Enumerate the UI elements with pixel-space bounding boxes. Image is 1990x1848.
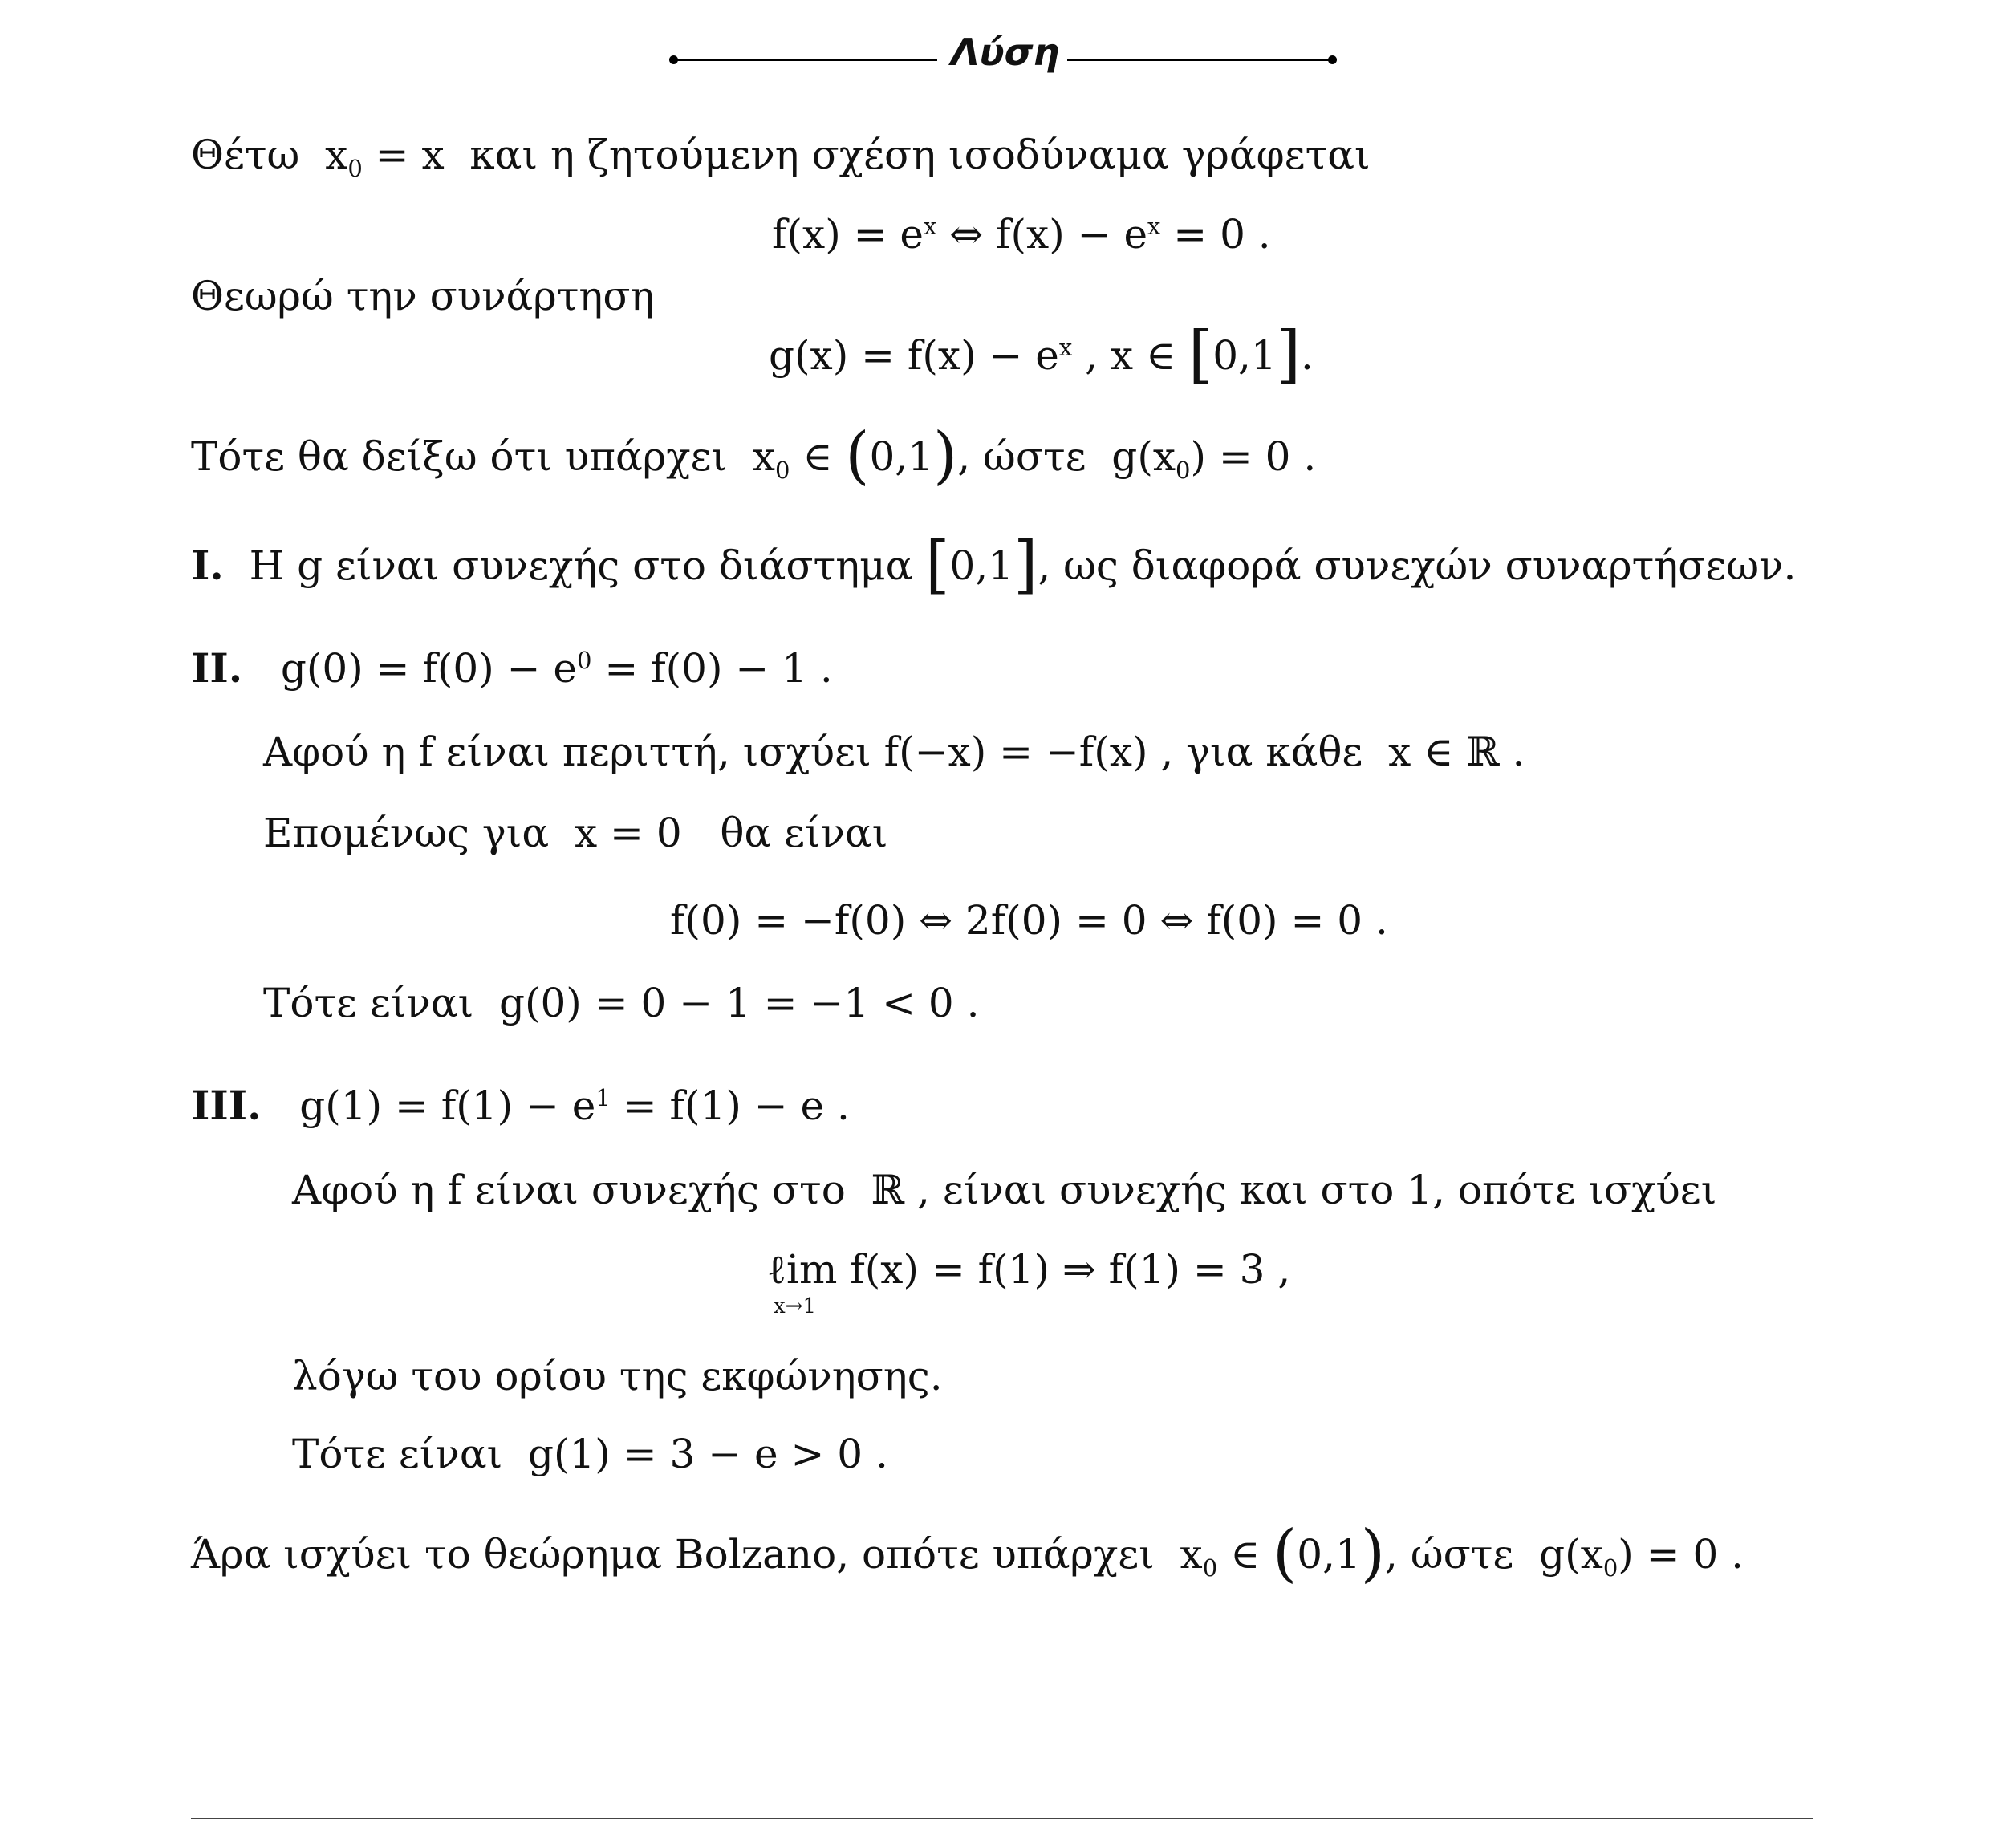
label-III: III. [191,1082,262,1129]
line-9: Επομένως για x = 0 θα είναι [263,810,888,856]
heading-title: Λύση [951,30,1060,74]
heading-left-line [674,59,937,61]
line-17: Άρα ισχύει το θεώρημα Bolzano, οπότε υπάρχει $x_0$ ∈ (0,1), ώστε $g(x_0) = 0$ . [191,1517,1744,1590]
label-II: II. [191,644,243,692]
line-13: Αφού η f είναι συνεχής στο ℝ , είναι συνεχής και στο 1, οπότε ισχύει [292,1167,1717,1213]
line-7: II. $g(0) = f(0) - e^0 = f(0) - 1$ . [191,644,833,692]
limit-operator: ℓim x→1 [767,1246,838,1318]
heading-right-line [1067,59,1332,61]
line-2: $f(x) = e^x$ ⇔ $f(x) - e^x = 0$ . [772,211,1271,258]
line-5: Τότε θα δείξω ότι υπάρχει $x_0$ ∈ (0,1), ώστε $g(x_0) = 0$ . [191,419,1317,492]
line-14: ℓim x→1 f(x) = f(1) ⇒ f(1) = 3 , [767,1246,1291,1318]
line-6: I. Η g είναι συνεχής στο διάστημα [0,1], ως διαφορά συνεχών συναρτήσεων. [191,528,1797,601]
line-11: Τότε είναι g(0) = 0 − 1 = −1 < 0 . [263,980,980,1026]
limit-subscript: x→1 [774,1294,816,1318]
footer-rule [191,1818,1813,1819]
line-3: Θεωρώ την συνάρτηση [191,273,655,319]
line-8: Αφού η f είναι περιττή, ισχύει f(−x) = −f(x) , για κάθε x ∈ ℝ . [263,729,1525,775]
line-10: f(0) = −f(0) ⇔ 2f(0) = 0 ⇔ f(0) = 0 . [670,897,1388,944]
heading-right-dot [1328,55,1337,64]
line-12: III. $g(1) = f(1) - e^1 = f(1) - e$ . [191,1082,850,1129]
label-I: I. [191,542,224,589]
line-16: Τότε είναι g(1) = 3 − e > 0 . [292,1431,888,1477]
line-15: λόγω του ορίου της εκφώνησης. [292,1353,943,1399]
line-4: $g(x) = f(x) - e^x$ , x ∈ [0,1]. [769,318,1314,391]
line-1: Θέτω $x_0 = x$ και η ζητούμενη σχέση ισοδύναμα γράφεται [191,132,1371,183]
